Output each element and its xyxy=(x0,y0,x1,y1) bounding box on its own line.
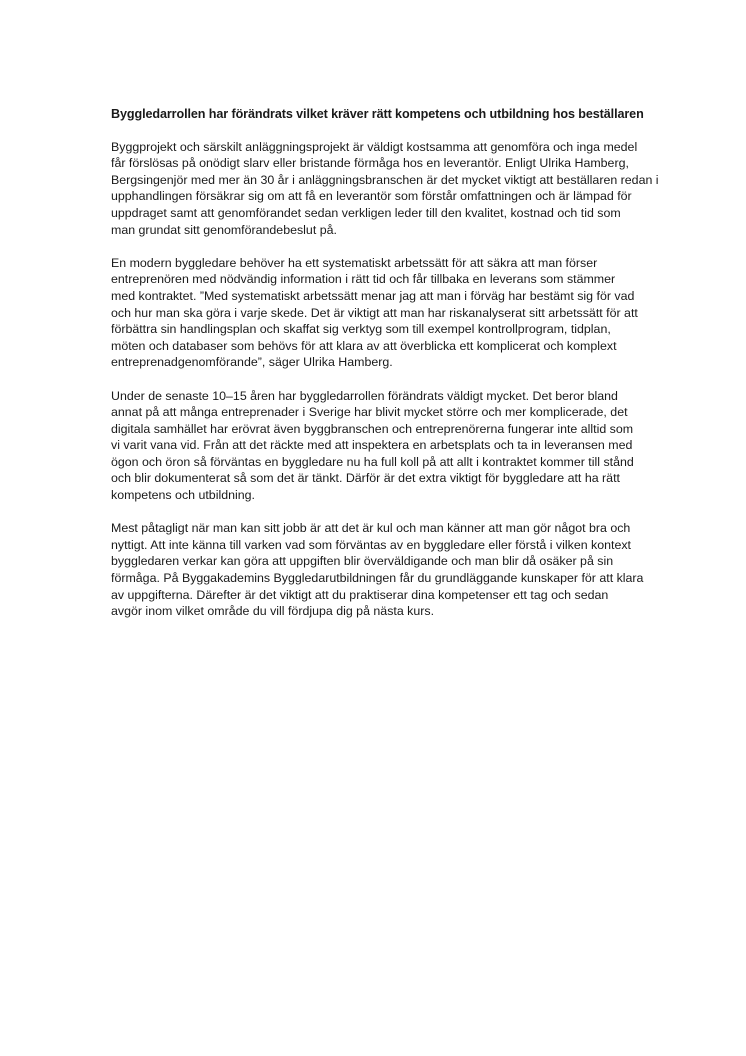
paragraph-line: möten och databaser som behövs för att klara av att överblicka ett komplicerat och komplext xyxy=(111,338,617,353)
paragraph-line: och hur man ska göra i varje skede. Det är viktigt att man har riskanalyserat sitt arbetssätt för att xyxy=(111,305,638,320)
paragraph-line: nyttigt. Att inte känna till varken vad som förväntas av en byggledare eller förstå i vilken kontext xyxy=(111,537,631,552)
paragraph-line: Mest påtagligt när man kan sitt jobb är att det är kul och man känner att man gör något bra och xyxy=(111,521,631,536)
paragraph-2 xyxy=(111,255,651,371)
paragraph-line: man grundat sitt genomförandebeslut på. xyxy=(111,222,337,237)
paragraph-line: får förslösas på onödigt slarv eller bristande förmåga hos en leverantör. Enligt Ulrika Hamberg, xyxy=(111,156,629,171)
paragraph-line: byggledaren verkar kan göra att uppgiften blir överväldigande och man blir då osäker på sin xyxy=(111,554,614,569)
paragraph-line: ögon och öron så förväntas en byggledare nu ha full koll på att allt i kontraktet kommer till stånd xyxy=(111,454,634,469)
document-title: Byggledarrollen har förändrats vilket kräver rätt kompetens och utbildning hos beställaren xyxy=(111,107,644,121)
paragraph-line: kompetens och utbildning. xyxy=(111,488,255,503)
paragraph-line: vi varit vana vid. Från att det räckte med att inspektera en arbetsplats och ta in leveransen med xyxy=(111,438,633,453)
paragraph-line: med kontraktet. ”Med systematiskt arbetssätt menar jag att man i förväg har bestämt sig för vad xyxy=(111,288,635,303)
paragraph-3 xyxy=(111,388,651,504)
document-body xyxy=(111,106,659,636)
paragraph-line: annat på att många entreprenader i Sverige har blivit mycket större och mer komplicerade, det xyxy=(111,405,628,420)
paragraph-line: av uppgifterna. Därefter är det viktigt att du praktiserar dina kompetenser ett tag och sedan xyxy=(111,587,609,602)
paragraph-line: Byggprojekt och särskilt anläggningsprojekt är väldigt kostsamma att genomföra och inga medel xyxy=(111,139,638,154)
paragraph-line: avgör inom vilket område du vill fördjupa dig på nästa kurs. xyxy=(111,604,435,619)
paragraph-line: Under de senaste 10–15 åren har byggledarrollen förändrats väldigt mycket. Det beror bland xyxy=(111,388,618,403)
paragraph-line: entreprenadgenomförande”, säger Ulrika Hamberg. xyxy=(111,355,393,370)
paragraph-line: Bergsingenjör med mer än 30 år i anläggningsbranschen är det mycket viktigt att beställaren redan i xyxy=(111,172,659,187)
paragraph-line: förmåga. På Byggakademins Byggledarutbildningen får du grundläggande kunskaper för att klara xyxy=(111,571,644,586)
paragraph-line: En modern byggledare behöver ha ett systematiskt arbetssätt för att säkra att man förser xyxy=(111,255,598,270)
paragraph-line: och blir dokumenterat så som det är tänkt. Därför är det extra viktigt för byggledare att ha rätt xyxy=(111,471,620,486)
paragraph-line: digitala samhället har erövrat även byggbranschen och entreprenörerna fungerar inte alltid som xyxy=(111,421,634,436)
paragraph-line: uppdraget samt att genomförandet sedan verkligen leder till den kvalitet, kostnad och tid som xyxy=(111,205,621,220)
paragraph-line: förbättra sin handlingsplan och skaffat sig verktyg som till exempel kontrollprogram, tidplan, xyxy=(111,322,611,337)
paragraph-line: entreprenören med nödvändig information i rätt tid och får tillbaka en leverans som stämmer xyxy=(111,272,616,287)
paragraph-line: upphandlingen försäkrar sig om att få en leverantör som förstår omfattningen och är lämpad för xyxy=(111,189,632,204)
paragraph-1 xyxy=(111,139,659,239)
paragraph-4 xyxy=(111,520,651,620)
